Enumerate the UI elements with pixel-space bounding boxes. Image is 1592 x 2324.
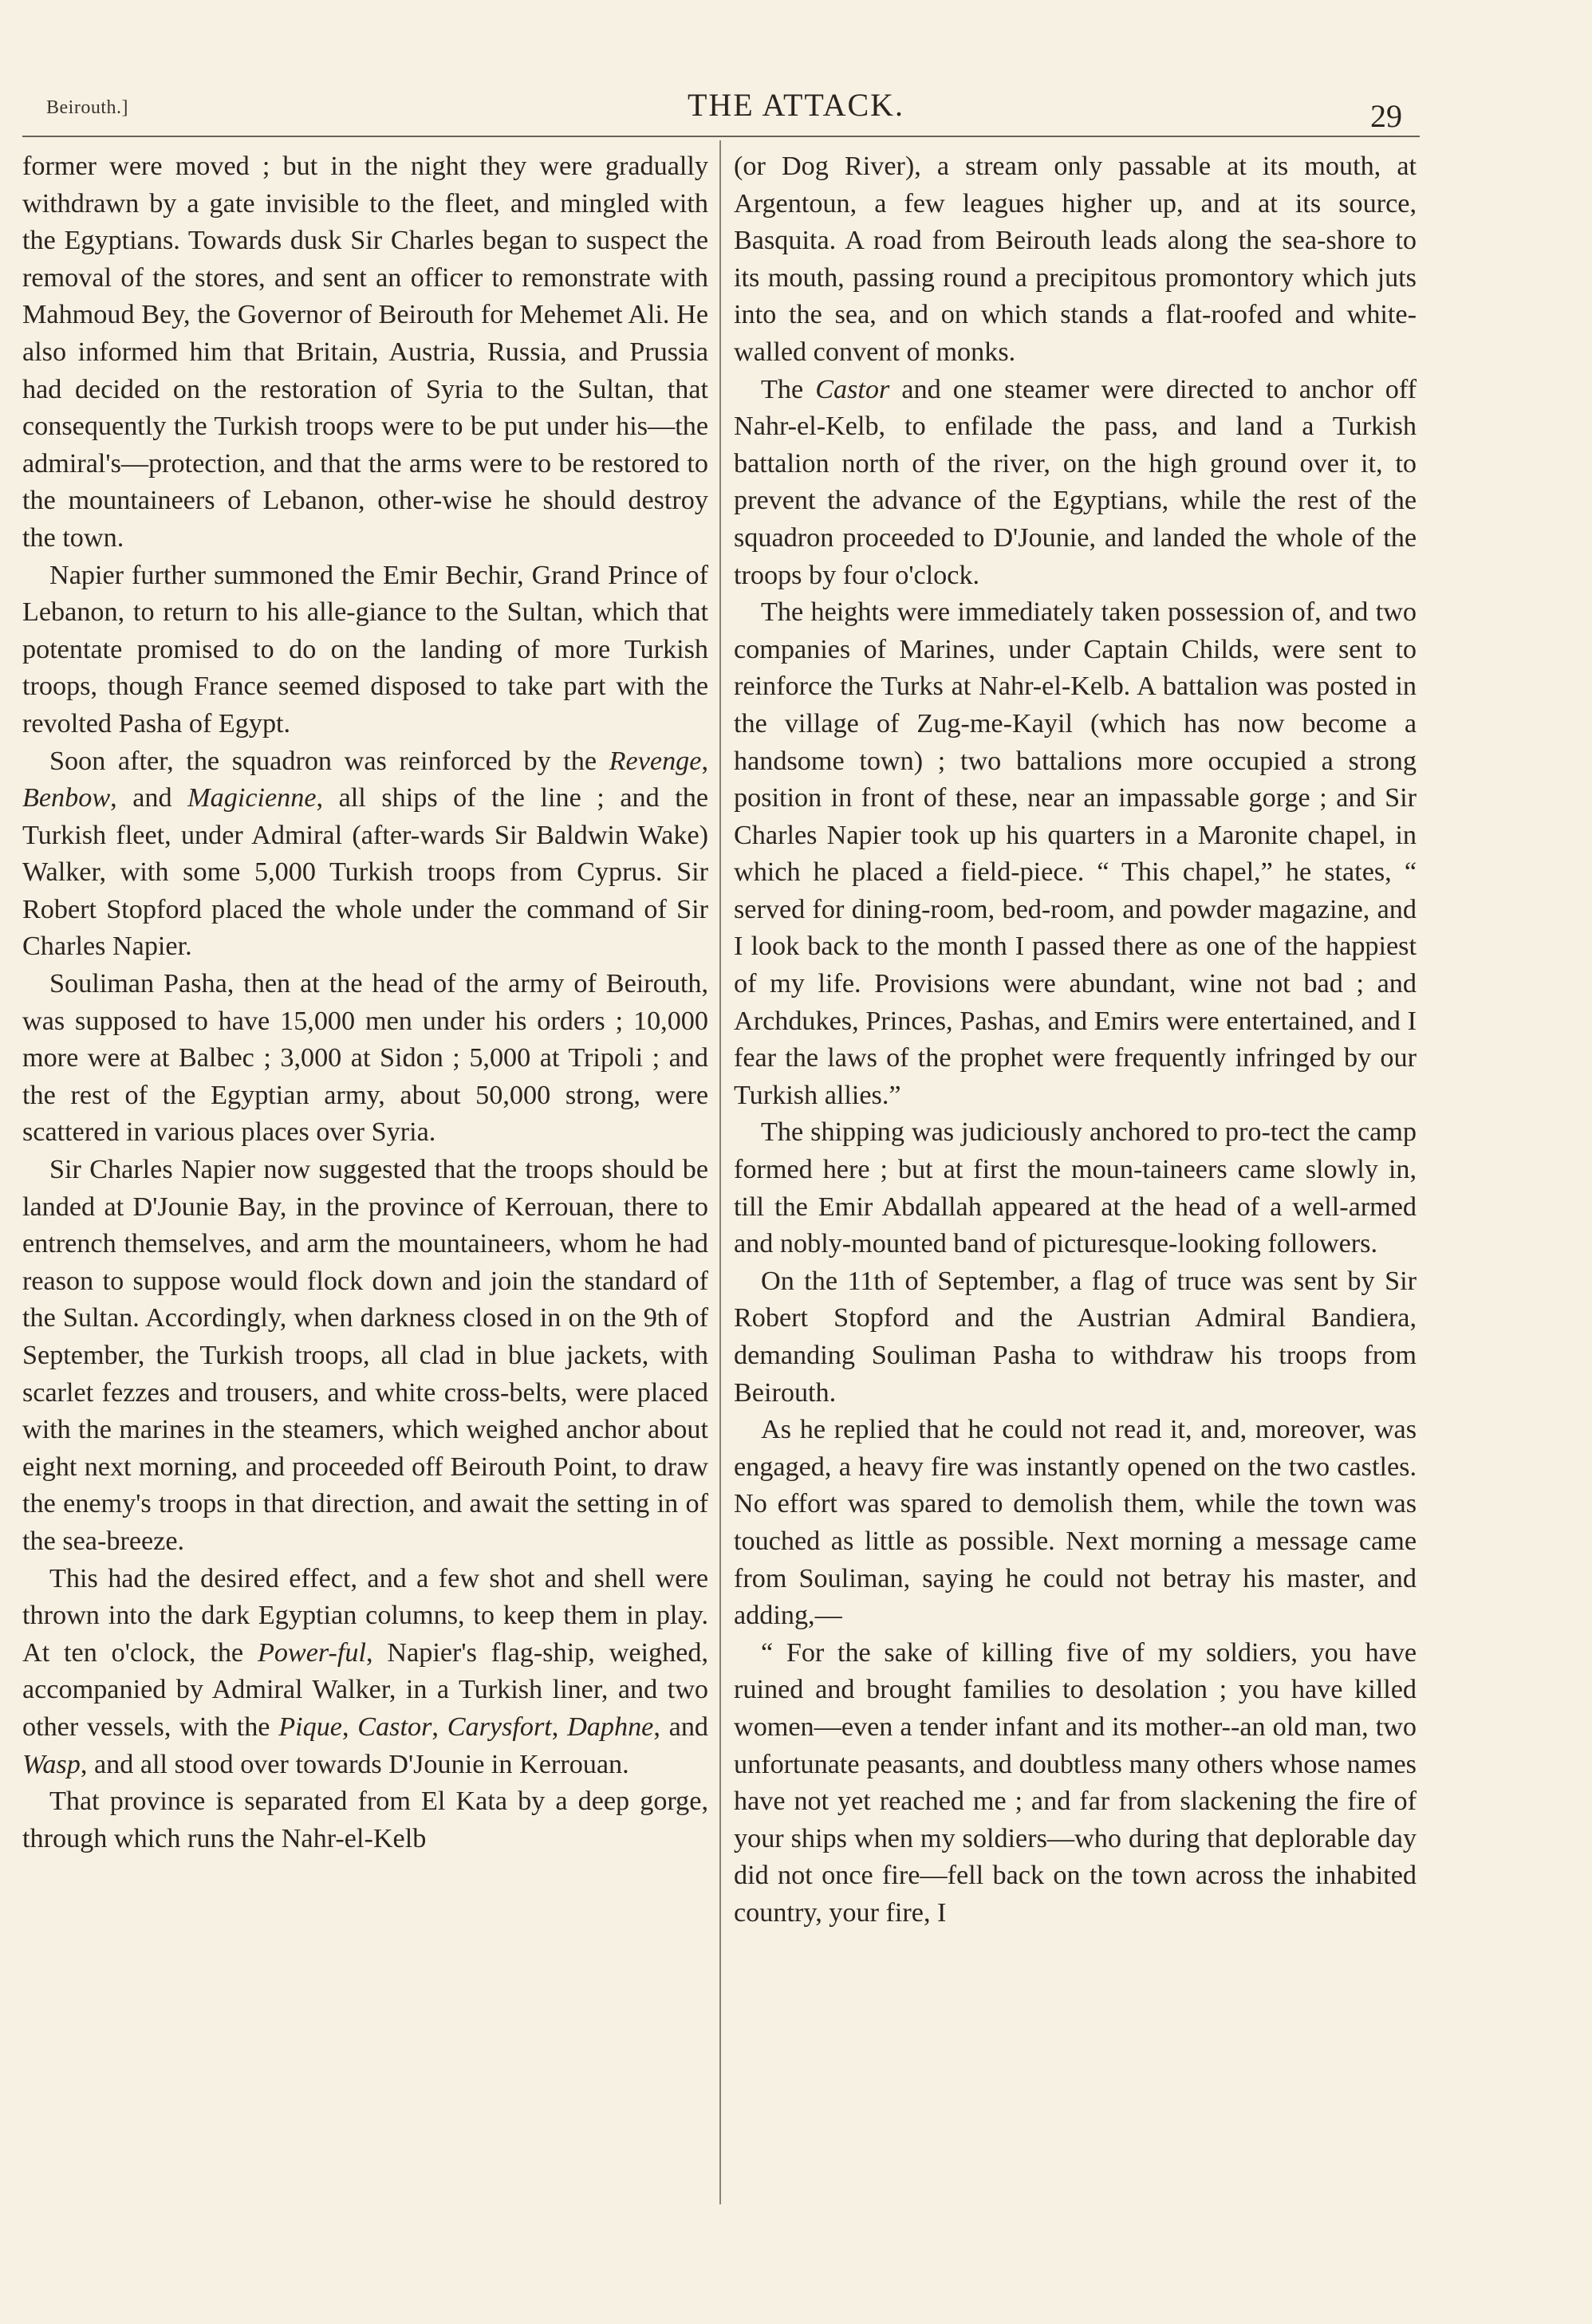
paragraph: Souliman Pasha, then at the head of the army of Beirouth, was supposed to have 15,000 men under his orders ; 10,000 more were at Balbec ; 3,000 at Sidon ; 5,000 at Tripoli ; and the rest of the Egyptian army, about 50,000 strong, were scattered in various places over Syria. bbox=[22, 969, 708, 1148]
ship-name: Castor bbox=[815, 374, 890, 404]
paragraph: As he replied that he could not read it, and, moreover, was engaged, a heavy fire was instantly opened on the two castles. No effort was spared to demolish them, while the town was touched as little as possible. Next morning a message came from Souliman, saying he could not betray his master, and adding,— bbox=[734, 1415, 1417, 1631]
running-head: Beirouth.] bbox=[46, 97, 128, 118]
paragraph: This had the desired effect, and a few shot and shell were thrown into the dark Egyptian columns, to keep them in play. At ten o'clock, the Power-ful, Napier's flag-ship, weighed, accompanied by Admiral Walker, in a Turkish liner, and two other vessels, with the Pique, Castor, Carysfort, Daphne, and Wasp, and all stood over towards D'Jounie in Kerrouan. bbox=[22, 1563, 709, 1779]
left-column bbox=[22, 148, 708, 1857]
ship-name: Power-ful bbox=[257, 1637, 366, 1668]
paragraph: The Castor and one steamer were directed to anchor off Nahr-el-Kelb, to enfilade the pass, and land a Turkish battalion north of the river, on the high ground over it, to prevent the advance of the Egyptians, while the rest of the squadron proceeded to D'Jounie, and landed the whole of the troops by four o'clock. bbox=[734, 374, 1417, 590]
paragraph: That province is separated from El Kata by a deep gorge, through which runs the Nahr-el-Kelb bbox=[22, 1786, 708, 1853]
paragraph: Soon after, the squadron was reinforced by the Revenge, Benbow, and Magicienne, all ships of the line ; and the Turkish fleet, under Admiral (after-wards Sir Baldwin Wake) Walker, with some 5,000 Turkish troops from Cyprus. Sir Robert Stopford placed the whole under the command of Sir Charles Napier. bbox=[22, 746, 708, 962]
paragraph: former were moved ; but in the night they were gradually withdrawn by a gate invisible to the fleet, and mingled with the Egyptians. Towards dusk Sir Charles began to suspect the removal of the stores, and sent an officer to remonstrate with Mahmoud Bey, the Governor of Beirouth for Mehemet Ali. He also informed him that Britain, Austria, Russia, and Prussia had decided on the restoration of Syria to the Sultan, that consequently the Turkish troops were to be put under his—the admiral's—protection, and that the arms were to be restored to the mountaineers of Lebanon, other-wise he should destroy the town. bbox=[22, 152, 708, 553]
paragraph: Napier further summoned the Emir Bechir, Grand Prince of Lebanon, to return to his alle-giance to the Sultan, which that potentate promised to do on the landing of more Turkish troops, though France seemed disposed to take part with the revolted Pasha of Egypt. bbox=[22, 560, 708, 739]
ship-name: Pique bbox=[278, 1711, 342, 1742]
paragraph: “ For the sake of killing five of my soldiers, you have ruined and brought families to desolation ; you have killed women—even a tender infant and its mother--an old man, two unfortunate peasants, and doubtless many others whose names have not yet reached me ; and far from slackening the fire of your ships when my soldiers—who during that deplorable day did not once fire—fell back on the town across the inhabited country, your fire, I bbox=[734, 1637, 1417, 1928]
page-title: THE ATTACK. bbox=[687, 87, 905, 123]
page-number: 29 bbox=[1370, 98, 1402, 134]
paragraph: Sir Charles Napier now suggested that the troops should be landed at D'Jounie Bay, in the province of Kerrouan, there to entrench themselves, and arm the mountaineers, whom he had reason to suppose would flock down and join the standard of the Sultan. Accordingly, when darkness closed in on the 9th of September, the Turkish troops, all clad in blue jackets, with scarlet fezzes and trousers, and white cross-belts, were placed with the marines in the steamers, which weighed anchor about eight next morning, and proceeded off Beirouth Point, to draw the enemy's troops in that direction, and await the setting in of the sea-breeze. bbox=[22, 1155, 708, 1556]
right-column bbox=[734, 148, 1417, 1932]
ship-name: Carysfort bbox=[447, 1711, 552, 1742]
header-rule bbox=[22, 136, 1420, 137]
ship-name: Benbow bbox=[22, 783, 111, 813]
column-divider bbox=[719, 140, 721, 2204]
ship-name: Magicienne bbox=[187, 783, 317, 813]
ship-name: Daphne bbox=[567, 1711, 654, 1742]
ship-name: Revenge bbox=[609, 746, 702, 776]
ship-name: Castor bbox=[357, 1711, 432, 1742]
paragraph: On the 11th of September, a flag of truce was sent by Sir Robert Stopford and the Austrian Admiral Bandiera, demanding Souliman Pasha to withdraw his troops from Beirouth. bbox=[734, 1266, 1417, 1408]
page-header bbox=[0, 86, 1592, 134]
paragraph: (or Dog River), a stream only passable at its mouth, at Argentoun, a few leagues higher up, and at its source, Basquita. A road from Beirouth leads along the sea-shore to its mouth, passing round a precipitous promontory which juts into the sea, and on which stands a flat-roofed and white-walled convent of monks. bbox=[734, 152, 1417, 367]
ship-name: Wasp bbox=[22, 1749, 81, 1779]
paragraph: The heights were immediately taken possession of, and two companies of Marines, under Captain Childs, were sent to reinforce the Turks at Nahr-el-Kelb. A battalion was posted in the village of Zug-me-Kayil (which has now become a handsome town) ; two battalions more occupied a strong position in front of these, near an impassable gorge ; and Sir Charles Napier took up his quarters in a Maronite chapel, in which he placed a field-piece. “ This chapel,” he states, “ served for dining-room, bed-room, and powder magazine, and I look back to the month I passed there as one of the happiest of my life. Provisions were abundant, wine not bad ; and Archdukes, Princes, Pashas, and Emirs were entertained, and I fear the laws of the prophet were frequently infringed by our Turkish allies.” bbox=[734, 597, 1417, 1110]
paragraph: The shipping was judiciously anchored to pro-tect the camp formed here ; but at first the moun-taineers came slowly in, till the Emir Abdallah appeared at the head of a well-armed and nobly-mounted band of picturesque-looking followers. bbox=[734, 1117, 1417, 1259]
